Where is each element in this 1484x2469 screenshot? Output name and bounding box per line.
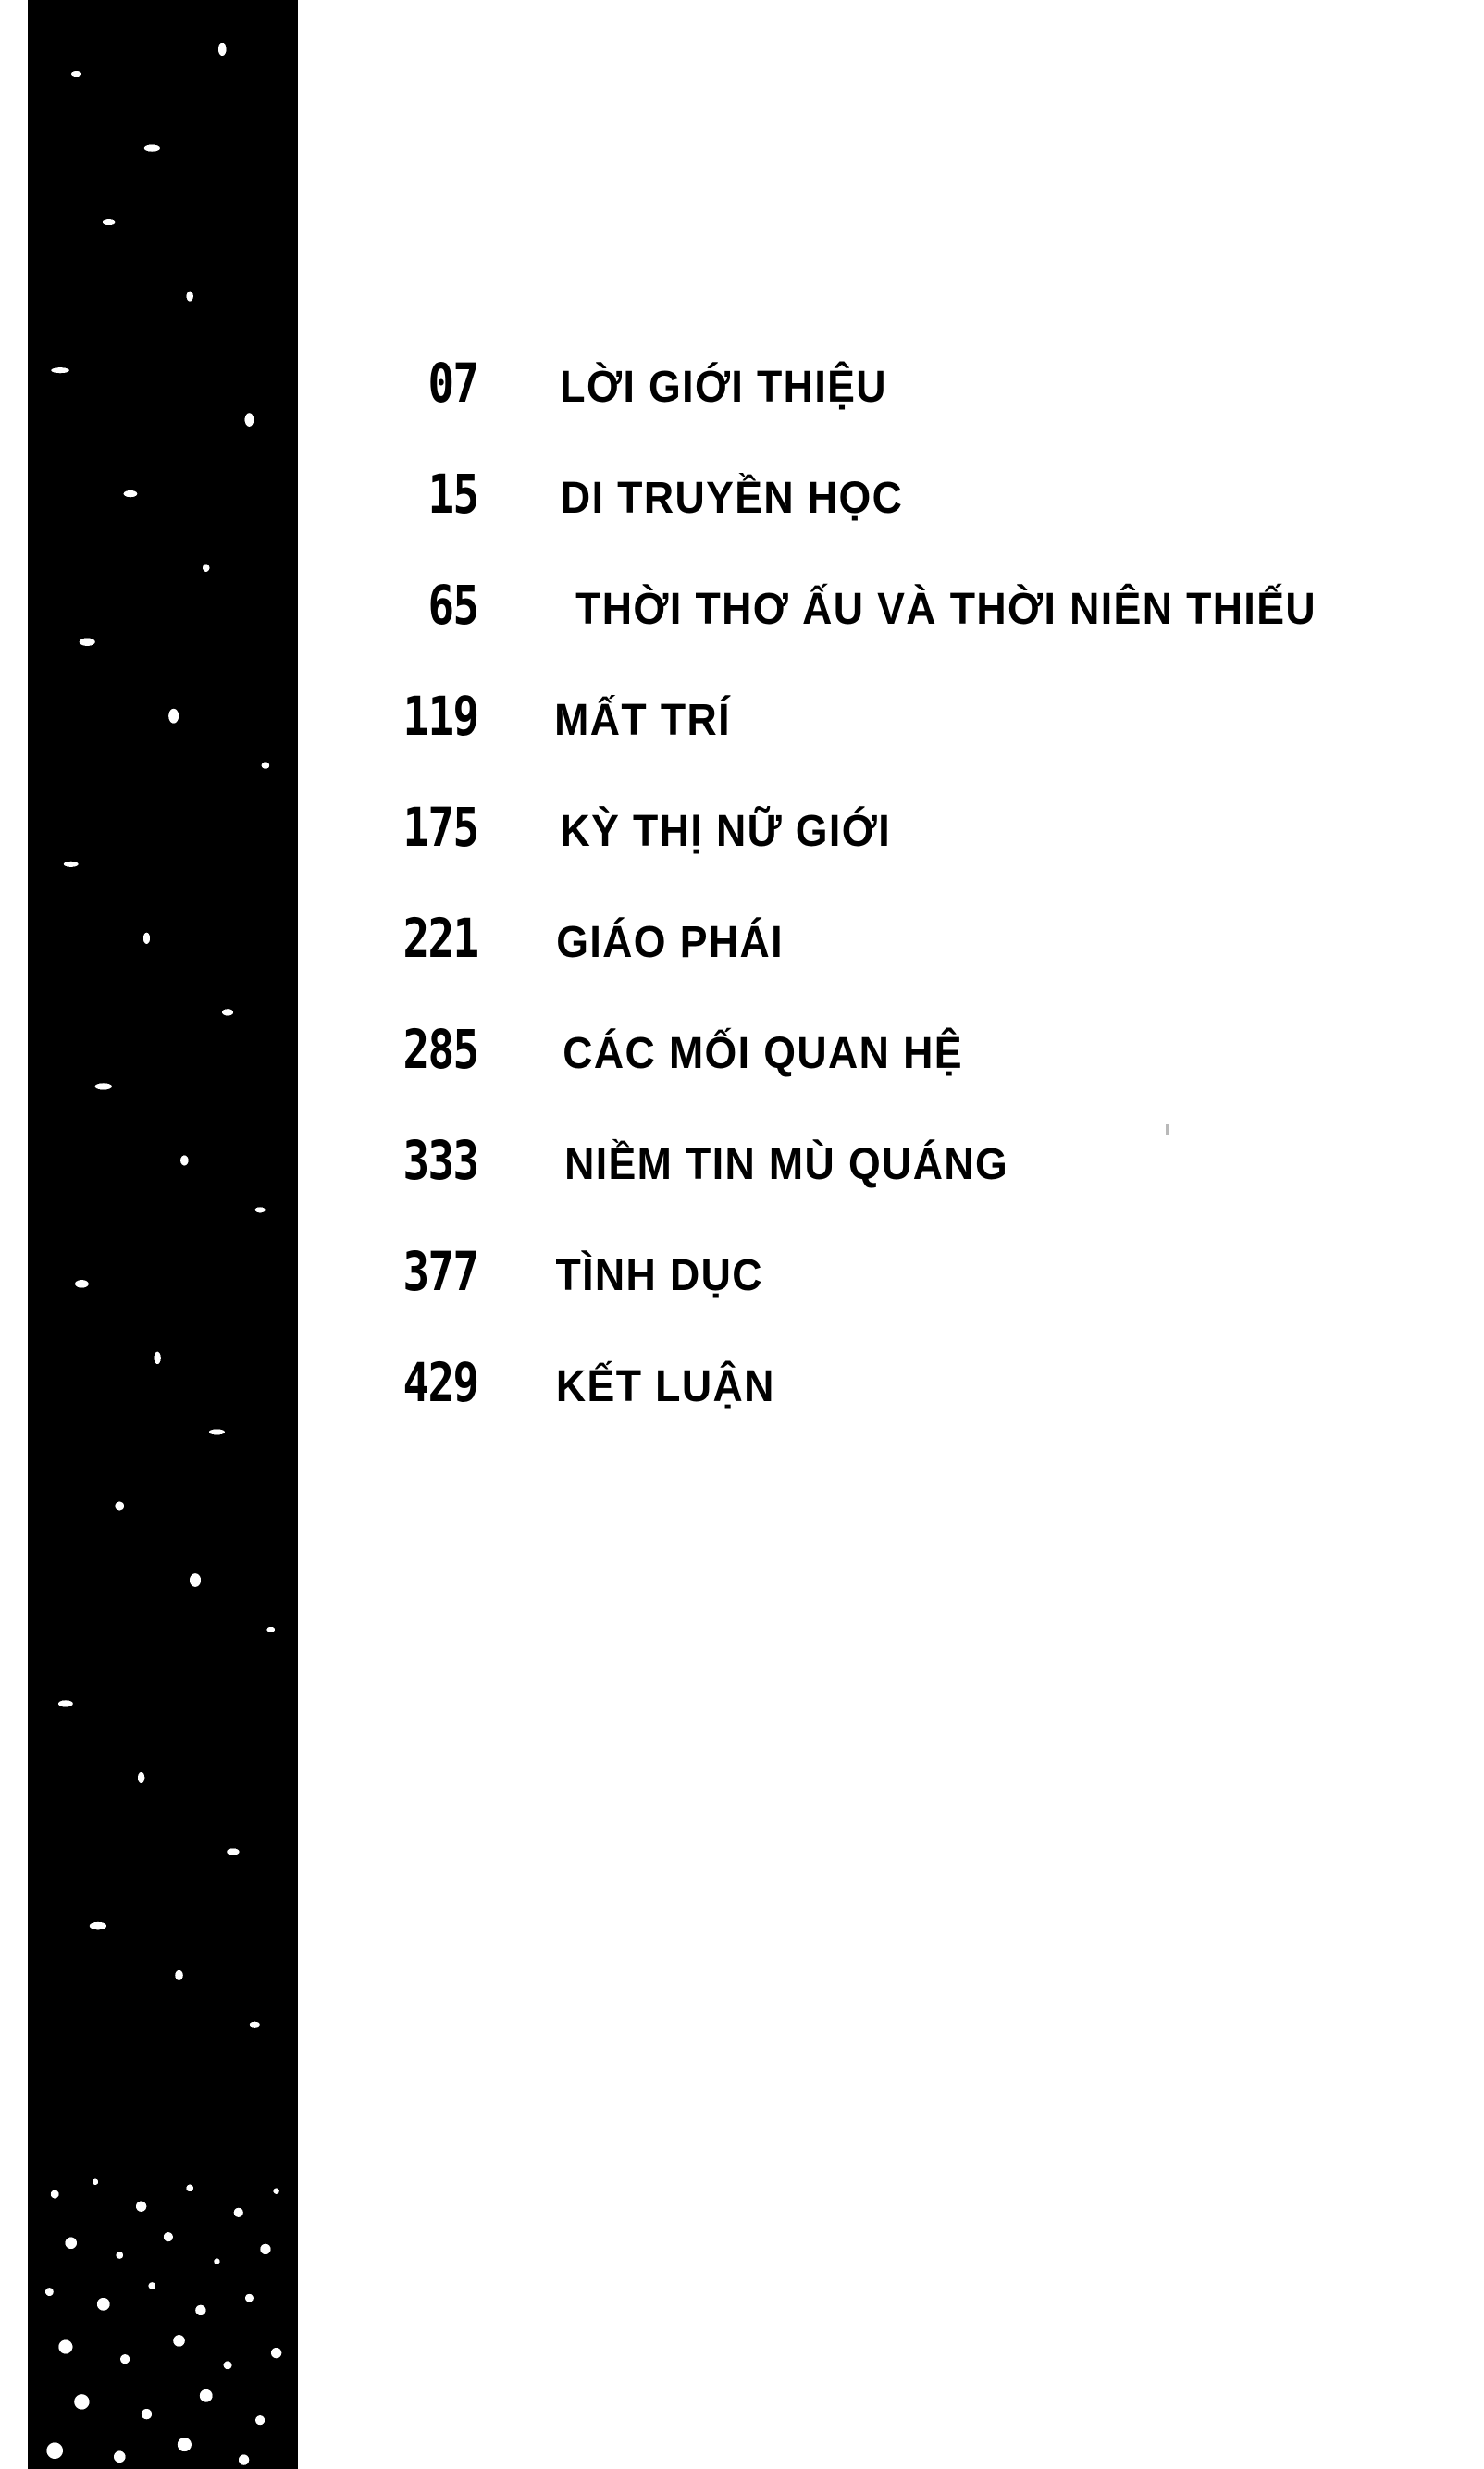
toc-entry-page-number: 07 bbox=[427, 352, 478, 415]
toc-entry-title: TÌNH DỤC bbox=[555, 1251, 763, 1300]
toc-entry-title: DI TRUYỀN HỌC bbox=[560, 474, 904, 523]
toc-entry-page-number: 333 bbox=[402, 1129, 478, 1192]
toc-entry-title: LỜI GIỚI THIỆU bbox=[560, 363, 887, 412]
stray-ink-mark bbox=[1166, 1124, 1169, 1135]
toc-entry-title: NIỀM TIN MÙ QUÁNG bbox=[564, 1140, 1009, 1189]
toc-entry-title: KỲ THỊ NỮ GIỚI bbox=[560, 807, 891, 856]
toc-entry[interactable] bbox=[352, 1351, 1397, 1462]
toc-entry-title: THỜI THƠ ẤU VÀ THỜI NIÊN THIẾU bbox=[575, 585, 1317, 634]
decorative-grunge-band bbox=[0, 0, 298, 2469]
toc-entry[interactable] bbox=[352, 352, 1397, 463]
toc-entry-title: MẤT TRÍ bbox=[554, 696, 731, 745]
toc-entry-page-number: 221 bbox=[402, 907, 478, 970]
toc-entry-page-number: 119 bbox=[402, 685, 478, 748]
toc-entry[interactable] bbox=[352, 1129, 1397, 1240]
toc-entry[interactable] bbox=[352, 907, 1397, 1018]
toc-entry[interactable] bbox=[352, 685, 1397, 796]
toc-entry-page-number: 15 bbox=[427, 463, 478, 526]
toc-entry-page-number: 377 bbox=[402, 1240, 478, 1303]
toc-entry-page-number: 429 bbox=[402, 1351, 478, 1414]
toc-entry-title: CÁC MỐI QUAN HỆ bbox=[563, 1029, 963, 1078]
toc-entry[interactable] bbox=[352, 796, 1397, 907]
toc-entry-page-number: 175 bbox=[402, 796, 478, 859]
toc-entry[interactable] bbox=[352, 574, 1397, 685]
toc-entry[interactable] bbox=[352, 1018, 1397, 1129]
page-left-margin bbox=[0, 0, 28, 2469]
toc-entry-page-number: 285 bbox=[402, 1018, 478, 1081]
toc-entry-page-number: 65 bbox=[427, 574, 478, 637]
toc-entry-title: GIÁO PHÁI bbox=[556, 918, 784, 967]
speckle-texture bbox=[28, 0, 298, 2469]
table-of-contents bbox=[352, 352, 1397, 1462]
toc-entry[interactable] bbox=[352, 1240, 1397, 1351]
toc-entry[interactable] bbox=[352, 463, 1397, 574]
toc-entry-title: KẾT LUẬN bbox=[555, 1362, 775, 1411]
speckle-texture-dense-bottom bbox=[28, 2164, 298, 2469]
